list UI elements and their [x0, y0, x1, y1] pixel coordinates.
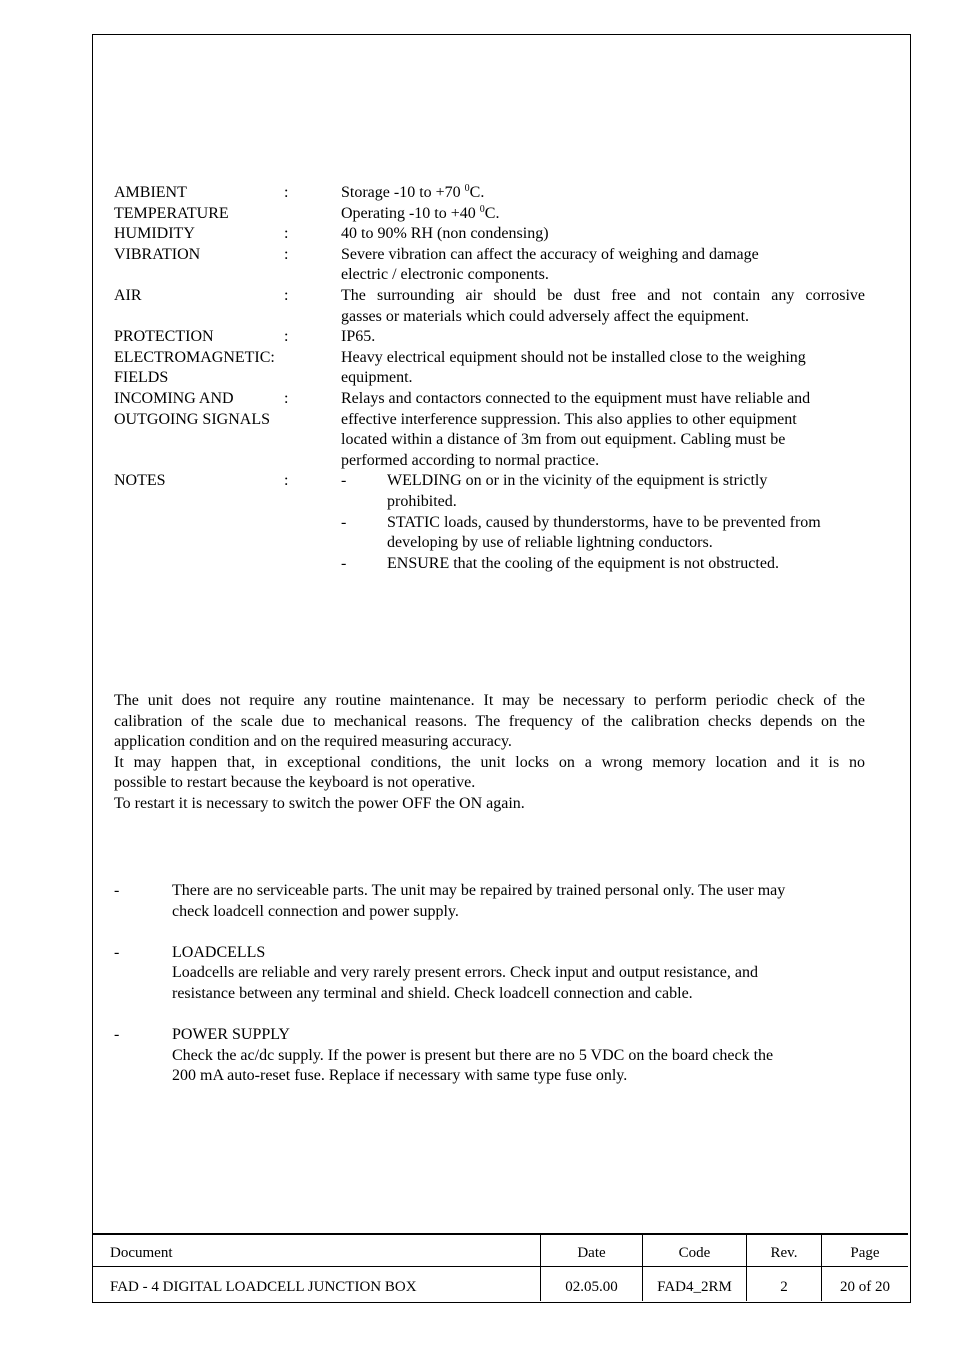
- footer-document-title: FAD - 4 DIGITAL LOADCELL JUNCTION BOX: [110, 1279, 417, 1295]
- maintenance-line: The unit does not require any routine maintenance. It may be necessary to perform periodic check of the: [114, 692, 865, 709]
- footer-header-document: Document: [110, 1245, 173, 1261]
- spec-value-protection: IP65.: [341, 328, 376, 346]
- spec-value-signals: located within a distance of 3m from out equipment. Cabling must be: [341, 431, 786, 449]
- spec-value-humidity: 40 to 90% RH (non condensing): [341, 225, 549, 243]
- trouble-dash: -: [114, 882, 120, 899]
- spec-label-temperature: TEMPERATURE: [114, 204, 229, 222]
- spec-label-protection: PROTECTION: [114, 328, 214, 346]
- spec-value-signals: Relays and contactors connected to the equipment must have reliable and: [341, 390, 811, 407]
- spec-label-notes: NOTES: [114, 472, 166, 490]
- note-welding: WELDING on or in the vicinity of the equipment is strictly: [387, 472, 768, 490]
- footer-code: FAD4_2RM: [657, 1279, 732, 1295]
- spec-value-electromagnetic: Heavy electrical equipment should not be installed close to the weighing: [341, 348, 806, 366]
- spec-value-electromagnetic: equipment.: [341, 369, 413, 387]
- note-dash: -: [341, 472, 347, 490]
- footer-page: 20 of 20: [840, 1279, 890, 1295]
- note-dash: -: [341, 513, 347, 531]
- note-ensure: ENSURE that the cooling of the equipment is not obstructed.: [387, 554, 779, 572]
- footer-table: [93, 1233, 908, 1301]
- footer-header-date: Date: [577, 1245, 606, 1261]
- footer-middle-border: [93, 1266, 908, 1267]
- spec-value-signals: effective interference suppression. This also applies to other equipment: [341, 410, 797, 428]
- spec-label-incoming: INCOMING AND: [114, 390, 234, 407]
- trouble-line: 200 mA auto-reset fuse. Replace if necessary with same type fuse only.: [172, 1067, 628, 1085]
- trouble-heading: POWER SUPPLY: [172, 1026, 290, 1044]
- footer-rev: 2: [780, 1279, 788, 1295]
- trouble-line: resistance between any terminal and shield. Check loadcell connection and cable.: [172, 984, 693, 1002]
- maintenance-line: To restart it is necessary to switch the power OFF the ON again.: [114, 794, 525, 812]
- note-static: STATIC loads, caused by thunderstorms, have to be prevented from: [387, 513, 821, 531]
- spec-value-air: The surrounding air should be dust free and not contain any corrosive: [341, 287, 865, 304]
- spec-label-ambient: AMBIENT: [114, 184, 187, 201]
- trouble-line: Loadcells are reliable and very rarely present errors. Check input and output resistance, and: [172, 964, 758, 982]
- note-dash: -: [341, 554, 347, 572]
- spec-label-electromagnetic: ELECTROMAGNETIC:: [114, 348, 275, 366]
- trouble-item-loadcells: [172, 943, 872, 1005]
- spec-value-storage: Storage -10 to +70 $^0$C.: [341, 183, 485, 201]
- spec-colon: :: [284, 287, 289, 304]
- maintenance-line: calibration of the scale due to mechanical reasons. The frequency of the calibration checks depends on the: [114, 712, 865, 730]
- spec-value-vibration: electric / electronic components.: [341, 266, 549, 284]
- footer-header-page: Page: [850, 1245, 880, 1261]
- trouble-heading: LOADCELLS: [172, 943, 266, 961]
- spec-label-fields: FIELDS: [114, 369, 169, 387]
- spec-colon: :: [284, 225, 289, 243]
- trouble-item-service: [172, 881, 872, 922]
- spec-label-vibration: VIBRATION: [114, 245, 201, 263]
- footer-header-code: Code: [678, 1245, 711, 1261]
- trouble-line: check loadcell connection and power supply.: [172, 902, 459, 920]
- spec-colon: :: [284, 328, 289, 346]
- trouble-line: Check the ac/dc supply. If the power is present but there are no 5 VDC on the board check the: [172, 1046, 774, 1064]
- maintenance-paragraph: [114, 691, 865, 815]
- spec-colon: :: [284, 472, 289, 490]
- maintenance-line: application condition and on the required measuring accuracy.: [114, 733, 512, 751]
- note-welding: prohibited.: [387, 493, 457, 510]
- trouble-item-power-supply: [172, 1025, 872, 1087]
- trouble-line: There are no serviceable parts. The unit may be repaired by trained personal only. The user may: [172, 882, 786, 899]
- spec-value-operating: Operating -10 to +40 $^0$C.: [341, 203, 500, 222]
- maintenance-line: possible to restart because the keyboard is not operative.: [114, 774, 476, 792]
- footer-header-rev: Rev.: [770, 1245, 798, 1261]
- trouble-dash: -: [114, 943, 120, 961]
- spec-value-vibration: Severe vibration can affect the accuracy of weighing and damage: [341, 245, 759, 263]
- footer-date: 02.05.00: [565, 1279, 618, 1295]
- spec-label-humidity: HUMIDITY: [114, 225, 195, 243]
- spec-label-air: AIR: [114, 287, 142, 304]
- spec-colon: :: [284, 184, 289, 201]
- spec-colon: :: [284, 390, 289, 407]
- maintenance-line: It may happen that, in exceptional conditions, the unit locks on a wrong memory location and it is no: [114, 753, 865, 771]
- spec-value-air: gasses or materials which could adversely affect the equipment.: [341, 307, 750, 325]
- spec-value-signals: performed according to normal practice.: [341, 451, 600, 469]
- spec-label-outgoing: OUTGOING SIGNALS: [114, 410, 270, 428]
- spec-colon: :: [284, 245, 289, 263]
- note-static: developing by use of reliable lightning conductors.: [387, 534, 713, 552]
- trouble-dash: -: [114, 1026, 120, 1044]
- footer-top-border: [93, 1233, 908, 1235]
